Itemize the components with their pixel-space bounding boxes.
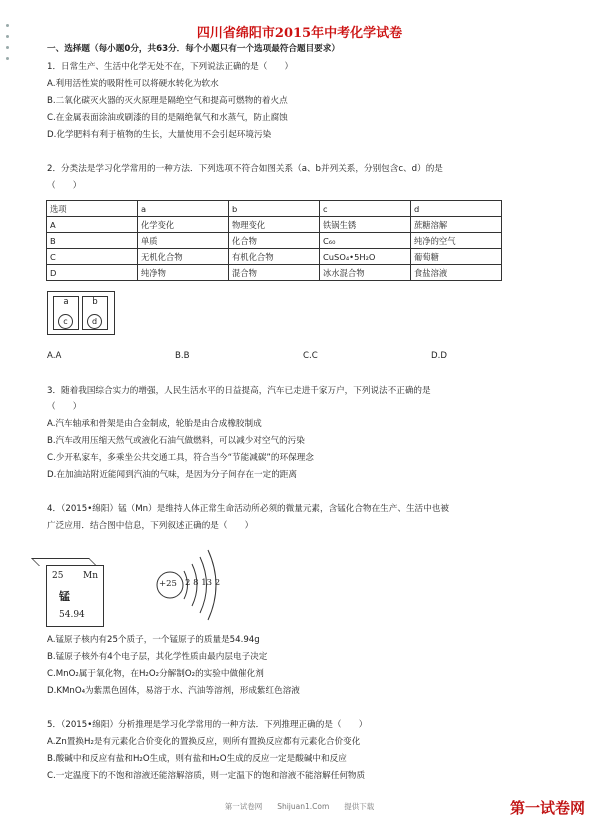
- set-b-box: [82, 296, 108, 330]
- table-header-cell: d: [411, 201, 502, 217]
- element-card-manganese: [46, 565, 104, 627]
- table-row: [47, 265, 502, 281]
- table-cell: 化合物: [229, 233, 320, 249]
- table-cell: 食盐溶液: [411, 265, 502, 281]
- table-cell: 有机化合物: [229, 249, 320, 265]
- table-cell: D: [47, 265, 138, 281]
- nucleus-charge: +25: [159, 579, 177, 589]
- page-footer: 第一试卷网 Shijuan1.Com 提供下载: [224, 802, 375, 811]
- table-cell: 葡萄糖: [411, 249, 502, 265]
- atomic-number: 25: [52, 571, 64, 581]
- table-cell: 物理变化: [229, 217, 320, 233]
- q5-option-b: B.酸碱中和反应有盐和H₂O生成，则有盐和H₂O生成的反应一定是酸碱中和反应: [47, 754, 347, 764]
- atomic-mass: 54.94: [59, 610, 85, 620]
- atom-structure-diagram: [150, 545, 230, 629]
- element-name: 锰: [59, 590, 70, 603]
- table-cell: 铁锅生锈: [320, 217, 411, 233]
- table-row: [47, 217, 502, 233]
- q1-option-c: C.在金属表面涂油或刷漆的目的是隔绝氧气和水蒸气，防止腐蚀: [47, 113, 288, 123]
- set-a-label: a: [63, 297, 69, 307]
- table-header-row: [47, 201, 502, 217]
- q5-option-a: A.Zn置换H₂是有元素化合价变化的置换反应，则所有置换反应都有元素化合价变化: [47, 737, 361, 747]
- table-cell: 混合物: [229, 265, 320, 281]
- q5-stem: 5．（2015•绵阳）分析推理是学习化学常用的一种方法．下列推理正确的是（ ）: [47, 720, 368, 730]
- q2-options-table: [46, 200, 502, 281]
- q3-option-b: B.汽车改用压缩天然气或液化石油气做燃料，可以减少对空气的污染: [47, 436, 305, 446]
- table-cell: C₆₀: [320, 233, 411, 249]
- q3-stem-paren: （ ）: [47, 402, 82, 412]
- table-header-cell: c: [320, 201, 411, 217]
- set-c-circle: c: [58, 314, 73, 329]
- q4-stem: 4．（2015•绵阳）锰（Mn）是维持人体正常生命活动所必须的微量元素，含锰化合物在生产、生活中也被: [47, 504, 449, 514]
- table-header-cell: a: [138, 201, 229, 217]
- table-cell: 纯净的空气: [411, 233, 502, 249]
- electron-config: 2 8 13 2: [185, 578, 221, 588]
- q1-stem: 1．日常生产、生活中化学无处不在，下列说法正确的是（ ）: [47, 62, 294, 72]
- q4-stem-2: 广泛应用．结合图中信息，下列叙述正确的是（ ）: [47, 521, 254, 531]
- brand-logo: 第一试卷网: [509, 799, 585, 817]
- set-b-label: b: [92, 297, 98, 307]
- q2-stem-paren: （ ）: [47, 181, 82, 191]
- q5-option-c: C.一定温度下的不饱和溶液还能溶解溶质，则一定温下的饱和溶液不能溶解任何物质: [47, 771, 366, 781]
- q2-answer-b: B.B: [175, 351, 190, 361]
- q1-option-b: B.二氧化碳灭火器的灭火原理是隔绝空气和提高可燃物的着火点: [47, 96, 288, 106]
- table-header-cell: b: [229, 201, 320, 217]
- table-cell: 纯净物: [138, 265, 229, 281]
- q3-option-a: A.汽车轴承和骨架是由合金制成，轮胎是由合成橡胶制成: [47, 419, 262, 429]
- table-header-cell: 选项: [47, 201, 138, 217]
- q1-option-a: A.利用活性炭的吸附性可以将硬水转化为软水: [47, 79, 219, 89]
- element-symbol: Mn: [82, 571, 98, 581]
- table-cell: 蔗糖溶解: [411, 217, 502, 233]
- table-row: [47, 249, 502, 265]
- element-card-top-face: [31, 558, 97, 566]
- q4-option-a: A.锰原子核内有25个质子，一个锰原子的质量是54.94g: [47, 635, 260, 645]
- q3-stem: 3．随着我国综合实力的增强，人民生活水平的日益提高，汽车已走进千家万户，下列说法不正确的是: [47, 386, 431, 396]
- q3-option-c: C.少开私家车，多乘坐公共交通工具，符合当今“节能减碳”的环保理念: [47, 453, 314, 463]
- table-cell: CuSO₄•5H₂O: [320, 249, 411, 265]
- q4-option-b: B.锰原子核外有4个电子层，其化学性质由最内层电子决定: [47, 652, 268, 662]
- q2-stem: 2．分类法是学习化学常用的一种方法．下列选项不符合如图关系（a、b并列关系，分别包含c、d）的是: [47, 164, 443, 174]
- table-cell: 单质: [138, 233, 229, 249]
- table-cell: C: [47, 249, 138, 265]
- q1-option-d: D.化学肥料有利于植物的生长，大量使用不会引起环境污染: [47, 130, 272, 140]
- table-cell: A: [47, 217, 138, 233]
- q2-answer-a: A.A: [47, 351, 62, 361]
- table-cell: B: [47, 233, 138, 249]
- q2-answer-d: D.D: [431, 351, 447, 361]
- q3-option-d: D.在加油站附近能闻到汽油的气味，是因为分子间存在一定的距离: [47, 470, 297, 480]
- q2-relation-diagram: [47, 291, 115, 335]
- table-cell: 无机化合物: [138, 249, 229, 265]
- table-cell: 化学变化: [138, 217, 229, 233]
- table-row: [47, 233, 502, 249]
- section-heading: 一、选择题（每小题0分，共63分．每个小题只有一个选项最符合题目要求）: [47, 44, 340, 54]
- q4-option-c: C.MnO₂属于氧化物，在H₂O₂分解制O₂的实验中做催化剂: [47, 669, 264, 679]
- q2-answer-c: C.C: [303, 351, 318, 361]
- table-cell: 冰水混合物: [320, 265, 411, 281]
- set-d-circle: d: [87, 314, 102, 329]
- page-title: 四川省绵阳市2015年中考化学试卷: [196, 26, 403, 41]
- set-a-box: [53, 296, 79, 330]
- q4-option-d: D.KMnO₄为紫黑色固体，易溶于水、汽油等溶剂，形成紫红色溶液: [47, 686, 300, 696]
